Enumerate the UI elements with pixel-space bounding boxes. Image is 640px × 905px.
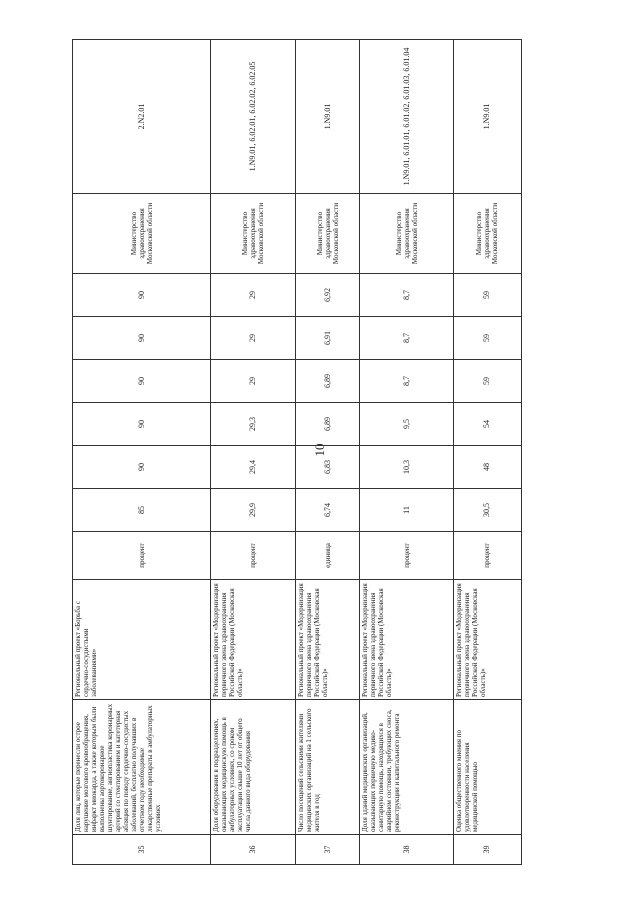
value-year-4: 90 (73, 360, 211, 403)
unit-cell: процент (360, 532, 454, 580)
page-number: 10 (312, 443, 327, 457)
indicator-name: Доля лиц, которые перенесли острое нарушение мозгового кровообращения, инфаркт миокарда, а также которым были выполнены аортокоронарное шунтирование, ангиопластика коронарных артерий со стентированием и катетерная абляция по поводу сердечно-сосудистых заболеваний, бесплатно получавших в отчетном году необходимые лекарственные препараты в амбулаторных условиях (73, 700, 211, 835)
responsible-body: Министерство здравоохранения Московской области (360, 194, 454, 274)
indicator-name: Доля зданий медицинских организаций, оказывающих первичную медико-санитарную помощь, находящихся в аварийном состоянии, требующих сноса, реконструкции и капитального ремонта (360, 700, 454, 835)
indicator-name: Доля оборудования в подразделениях, оказывающих медицинскую помощь в амбулаторных условиях, со сроком эксплуатации свыше 10 лет от общего числа данного вида оборудования (211, 700, 296, 835)
value-year-6: 29 (211, 274, 296, 317)
result-code: 1.N9.01 (296, 40, 360, 194)
indicator-name: Число посещений сельскими жителями медицинских организаций на 1 сельского жителя в год (296, 700, 360, 835)
row-number: 35 (73, 835, 211, 865)
responsible-body: Министерство здравоохранения Московской области (73, 194, 211, 274)
value-year-1: 6,74 (296, 489, 360, 532)
row-number: 36 (211, 835, 296, 865)
value-year-2: 90 (73, 446, 211, 489)
table-row (360, 40, 454, 865)
row-number: 37 (296, 835, 360, 865)
project-name: Региональный проект «Модернизация первичного звена здравоохранения Российской Федерации (Московская область)» (296, 580, 360, 700)
result-code: 1.N9.01 (453, 40, 521, 194)
table-row (296, 40, 360, 865)
table-row (73, 40, 211, 865)
value-year-6: 8,7 (360, 274, 454, 317)
result-code: 2.N2.01 (73, 40, 211, 194)
table-row (453, 40, 521, 865)
indicators-table (72, 39, 522, 865)
value-year-3: 9,5 (360, 403, 454, 446)
value-year-5: 90 (73, 317, 211, 360)
project-name: Региональный проект «Модернизация первичного звена здравоохранения Российской Федерации (Московская область)» (211, 580, 296, 700)
value-year-5: 8,7 (360, 317, 454, 360)
value-year-4: 29 (211, 360, 296, 403)
value-year-6: 6,92 (296, 274, 360, 317)
value-year-4: 59 (453, 360, 521, 403)
unit-cell: процент (73, 532, 211, 580)
result-code: 1.N9.01, 6.01.01, 6.01.02, 6.01.03, 6.01.04 (360, 40, 454, 194)
value-year-2: 10,3 (360, 446, 454, 489)
value-year-4: 8,7 (360, 360, 454, 403)
responsible-body: Министерство здравоохранения Московской области (296, 194, 360, 274)
value-year-1: 30,5 (453, 489, 521, 532)
value-year-2: 6,83 (296, 446, 360, 489)
value-year-2: 29,4 (211, 446, 296, 489)
project-name: Региональный проект «Борьба с сердечно-сосудистыми заболеваниями» (73, 580, 211, 700)
value-year-5: 6,91 (296, 317, 360, 360)
value-year-1: 29,9 (211, 489, 296, 532)
row-number: 39 (453, 835, 521, 865)
value-year-5: 59 (453, 317, 521, 360)
value-year-3: 54 (453, 403, 521, 446)
value-year-1: 85 (73, 489, 211, 532)
value-year-5: 29 (211, 317, 296, 360)
responsible-body: Министерство здравоохранения Московской области (211, 194, 296, 274)
responsible-body: Министерство здравоохранения Московской области (453, 194, 521, 274)
project-name: Региональный проект «Модернизация первичного звена здравоохранения Российской Федерации (Московская область)» (453, 580, 521, 700)
row-number: 38 (360, 835, 454, 865)
result-code: 1.N9.01, 6.02.01, 6.02.02, 6.02.05 (211, 40, 296, 194)
value-year-3: 90 (73, 403, 211, 446)
value-year-2: 48 (453, 446, 521, 489)
value-year-1: 11 (360, 489, 454, 532)
value-year-3: 29,3 (211, 403, 296, 446)
table-row (211, 40, 296, 865)
indicator-name: Оценка общественного мнения по удовлетворенности населения медицинской помощью (453, 700, 521, 835)
unit-cell: процент (453, 532, 521, 580)
unit-cell: единица (296, 532, 360, 580)
value-year-6: 59 (453, 274, 521, 317)
indicators-table-rotated (72, 40, 522, 865)
unit-cell: процент (211, 532, 296, 580)
value-year-4: 6,89 (296, 360, 360, 403)
value-year-3: 6,89 (296, 403, 360, 446)
project-name: Региональный проект «Модернизация первичного звена здравоохранения Российской Федерации (Московская область)» (360, 580, 454, 700)
value-year-6: 90 (73, 274, 211, 317)
